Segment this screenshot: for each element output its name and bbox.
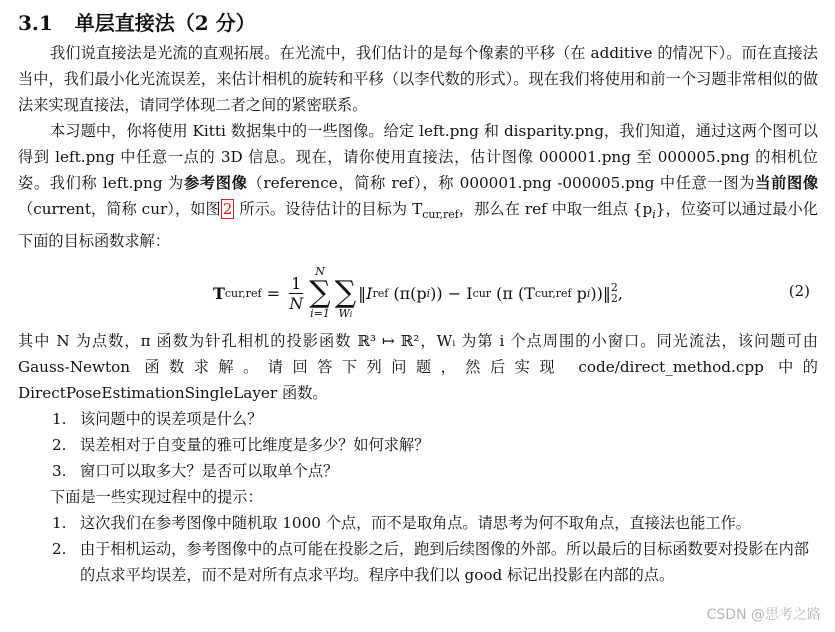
sum-over-points: N ∑ i=1 bbox=[309, 265, 331, 320]
term-current-image: 当前图像 bbox=[755, 174, 819, 192]
question-list bbox=[18, 406, 818, 484]
objective-equation: T cur,ref = $\frac{1}{N}$ N ∑ i=1 ∑ Wi ‖I ref (π(p i )) − I cur (π (T cur,ref p i ))‖ 2 2 , (2) bbox=[212, 265, 810, 320]
equation-number: (2) bbox=[788, 282, 810, 300]
paragraph-task: 本习题中，你将使用 Kitti 数据集中的一些图像。给定 left.png 和 disparity.png，我们知道，通过这两个图可以得到 left.png 中任意一点的 3D 信息。现在，请你使用直接法，估计图像 000001.png 至 000005.png 的相机位姿。我们称 left.png 为参考图像（reference，简称 ref），称 000001.png -000005.png 中任意一图为当前图像（current，简称 cur），如图 2 所示。设待估计的目标为 $T_{cur,ref}$，那么在 ref 中取一组点 $\{p_i\}$，位姿可以通过最小化下面的目标函数求解： bbox=[18, 122, 819, 250]
section-heading bbox=[18, 6, 818, 40]
term-reference-image: 参考图像 bbox=[183, 174, 248, 192]
watermark: CSDN @思考之路 bbox=[706, 607, 821, 623]
section-number: 3.1 bbox=[18, 11, 53, 35]
list-item: 1. 该问题中的误差项是什么？ bbox=[52, 410, 263, 428]
hint-list bbox=[18, 510, 818, 588]
list-item: 3. 窗口可以取多大？是否可以取单个点？ bbox=[52, 462, 339, 480]
hints-intro: 下面是一些实现过程中的提示： bbox=[50, 488, 263, 506]
figure-reference-link[interactable]: 2 bbox=[222, 200, 233, 218]
list-item: 2. 误差相对于自变量的雅可比维度是多少？如何求解？ bbox=[52, 436, 430, 454]
paragraph-intro: 我们说直接法是光流的直观拓展。在光流中，我们估计的是每个像素的平移（在 additive 的情况下）。而在直接法当中，我们最小化光流误差，来估计相机的旋转和平移（以李代数的形式）。现在我们将使用和前一个习题非常相似的做法来实现直接法，请同学体现二者之间的紧密联系。 bbox=[18, 44, 818, 114]
sum-over-window: ∑ Wi bbox=[334, 274, 357, 320]
list-item: 1. 这次我们在参考图像中随机取 1000 个点，而不是取角点。请思考为何不取角点，直接法也能工作。 bbox=[52, 514, 751, 532]
equation-fraction: $\frac{1}{N}$ bbox=[289, 273, 304, 313]
list-item: 2. 由于相机运动，参考图像中的点可能在投影之后，跑到后续图像的外部。所以最后的目标函数要对投影在内部的点求平均误差，而不是对所有点求平均。程序中我们以 good 标记出投影在内部的点。 bbox=[52, 540, 809, 584]
document-page bbox=[18, 6, 818, 588]
section-title: 单层直接法（2 分） bbox=[74, 11, 256, 35]
paragraph-explanation: 其中 N 为点数，π 函数为针孔相机的投影函数 ℝ³ ↦ ℝ²，Wᵢ 为第 i 个点周围的小窗口。同光流法，该问题可由 Gauss-Newton 函数求解。请回答下列问题，然后实现 code/direct_method.cpp 中的 DirectPoseEstimationSingleLayer 函数。 bbox=[18, 332, 818, 402]
